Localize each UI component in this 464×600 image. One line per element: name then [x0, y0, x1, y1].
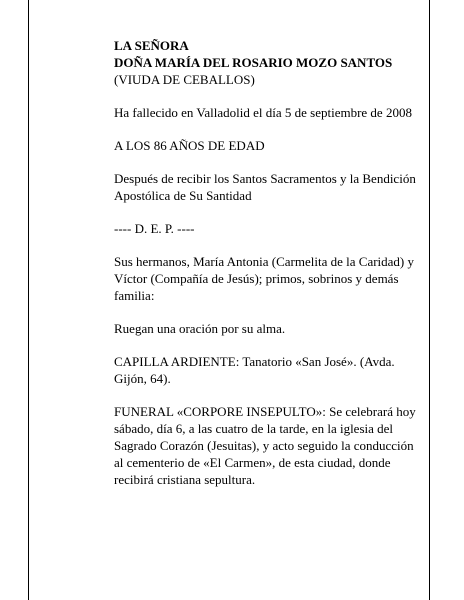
obituary-notice	[114, 37, 426, 504]
family-paragraph: Sus hermanos, María Antonia (Carmelita de la Caridad) y Víctor (Compañía de Jesús); primos, sobrinos y demás familia:	[114, 254, 415, 303]
rip-line: ---- D. E. P. ----	[114, 221, 195, 236]
prayer-request: Ruegan una oración por su alma.	[114, 321, 286, 336]
deceased-name: DOÑA MARÍA DEL ROSARIO MOZO SANTOS	[114, 55, 393, 70]
death-notice: Ha fallecido en Valladolid el día 5 de septiembre de 2008	[114, 105, 412, 120]
right-border-line	[429, 0, 430, 600]
funeral-info: FUNERAL «CORPORE INSEPULTO»: Se celebrará hoy sábado, día 6, a las cuatro de la tarde, en la iglesia del Sagrado Corazón (Jesuitas), y acto seguido la conducción al cementerio de «El Carmen», de esta ciudad, donde recibirá cristiana sepultura.	[114, 404, 416, 487]
age-line: A LOS 86 AÑOS DE EDAD	[114, 138, 265, 153]
title-line: LA SEÑORA	[114, 38, 189, 53]
left-border-line	[28, 0, 29, 600]
sacraments-line: Después de recibir los Santos Sacramentos y la Bendición Apostólica de Su Santidad	[114, 171, 416, 203]
widow-line: (VIUDA DE CEBALLOS)	[114, 72, 255, 87]
deceased-heading	[114, 37, 426, 88]
chapel-info: CAPILLA ARDIENTE: Tanatorio «San José». (Avda. Gijón, 64).	[114, 354, 395, 386]
